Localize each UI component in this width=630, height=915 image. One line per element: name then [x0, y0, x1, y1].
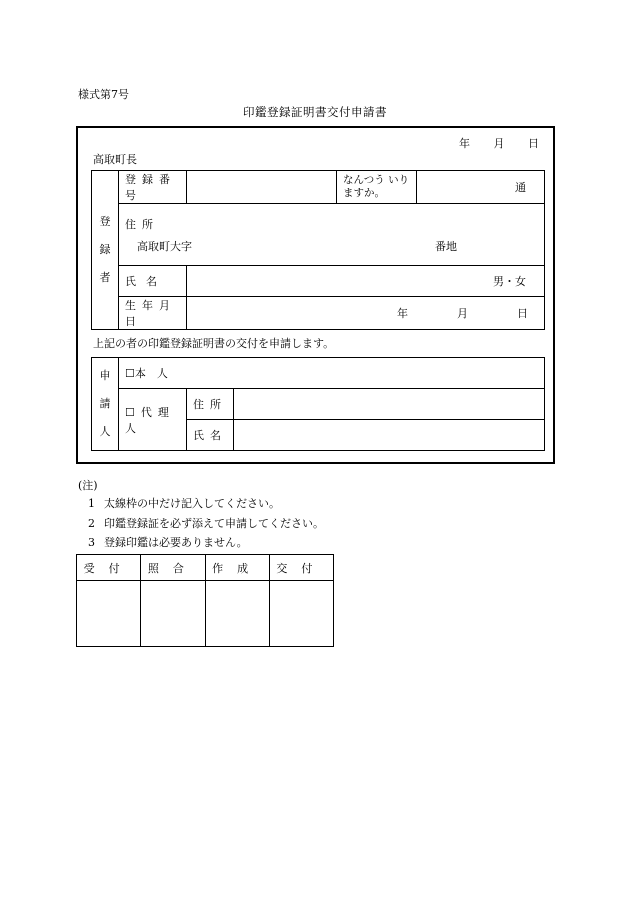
birthdate-label: 生年月日: [119, 297, 187, 330]
reg-number-label: 登録番号: [119, 171, 187, 204]
office-stamp-created[interactable]: [205, 581, 269, 647]
copies-question: なんつう いりますか。: [337, 171, 417, 204]
reg-number-field[interactable]: [187, 171, 337, 204]
address-town: 高取町大字: [137, 240, 192, 253]
name-label: 氏名: [119, 266, 187, 297]
note-item: 2 印鑑登録証を必ず添えて申請してください。: [88, 516, 324, 530]
office-header-received: 受付: [77, 555, 141, 581]
application-form-frame: [76, 126, 555, 464]
applicant-section-label: 申 請 人: [92, 358, 119, 451]
office-header-checked: 照合: [141, 555, 205, 581]
copies-field[interactable]: [417, 171, 545, 204]
name-field[interactable]: [187, 266, 545, 297]
office-header-created: 作成: [205, 555, 269, 581]
agent-address-field[interactable]: [234, 389, 545, 420]
copies-unit: 通: [515, 181, 526, 194]
sex-option[interactable]: 男・女: [493, 275, 526, 288]
page-title: 印鑑登録証明書交付申請書: [243, 105, 387, 119]
note-item: 3 登録印鑑は必要ありません。: [88, 536, 248, 549]
note-item: 1 太線枠の中だけ記入してください。: [88, 497, 280, 510]
agent-name-label: 氏名: [187, 420, 234, 451]
registrant-table: [91, 170, 545, 330]
office-stamp-received[interactable]: [77, 581, 141, 647]
office-header-issued: 交付: [269, 555, 333, 581]
address-cell[interactable]: [119, 204, 545, 266]
registrant-section-label: 登 録 者: [92, 171, 119, 330]
addressee: 高取町長: [93, 153, 137, 166]
office-stamp-issued[interactable]: [269, 581, 333, 647]
notes-list: [88, 494, 324, 553]
birth-year: 年: [397, 307, 408, 320]
address-suffix: 番地: [435, 240, 457, 253]
self-option[interactable]: ☐本 人: [119, 358, 545, 389]
office-stamp-checked[interactable]: [141, 581, 205, 647]
birthdate-field[interactable]: [187, 297, 545, 330]
agent-address-label: 住所: [187, 389, 234, 420]
birth-day: 日: [517, 307, 528, 320]
office-use-table: [76, 554, 334, 647]
birth-month: 月: [457, 307, 468, 320]
application-statement: 上記の者の印鑑登録証明書の交付を申請します。: [93, 337, 335, 350]
agent-option[interactable]: ☐代理人: [119, 389, 187, 451]
form-number: 様式第7号: [78, 88, 129, 101]
applicant-table: [91, 357, 545, 451]
date-line[interactable]: 年 月 日: [459, 137, 539, 150]
notes-heading: (注): [78, 479, 98, 492]
address-label: 住所: [125, 218, 159, 231]
agent-name-field[interactable]: [234, 420, 545, 451]
